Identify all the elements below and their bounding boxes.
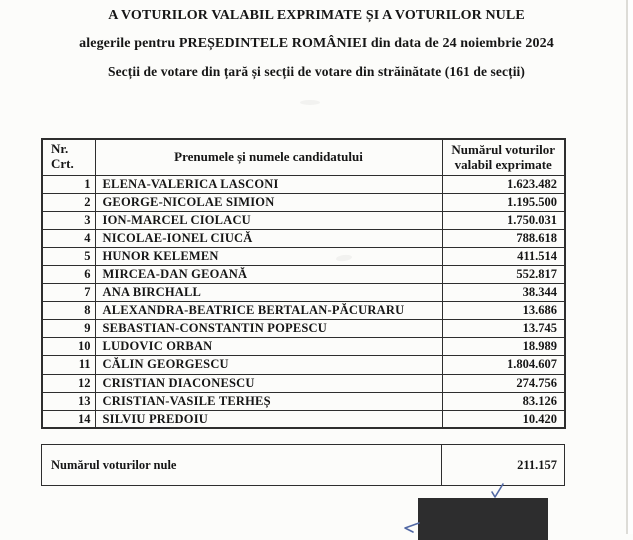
pen-arrow-icon: [402, 520, 422, 534]
cell-votes: 411.514: [442, 247, 565, 265]
table-row: [42, 320, 565, 338]
cell-votes: 1.804.607: [442, 356, 565, 374]
cell-nr: 8: [42, 302, 95, 320]
cell-votes: 1.623.482: [442, 175, 565, 193]
cell-candidate-name: ALEXANDRA-BEATRICE BERTALAN-PĂCURARU: [95, 302, 442, 320]
cell-nr: 6: [42, 265, 95, 283]
cell-votes: 38.344: [442, 284, 565, 302]
cell-nr: 9: [42, 320, 95, 338]
scan-artifact: [300, 100, 320, 105]
document-title-line-2: alegerile pentru PREȘEDINTELE ROMÂNIEI din data de 24 noiembrie 2024: [79, 36, 554, 51]
cell-candidate-name: LUDOVIC ORBAN: [95, 338, 442, 356]
column-header-votes-line2: valabil exprimate: [454, 157, 552, 173]
cell-votes: 83.126: [442, 392, 565, 410]
results-table: [41, 138, 566, 429]
cell-nr: 10: [42, 338, 95, 356]
document-title-line-1: A VOTURILOR VALABIL EXPRIMATE ȘI A VOTURILOR NULE: [108, 8, 525, 23]
cell-candidate-name: HUNOR KELEMEN: [95, 247, 442, 265]
column-header-votes-line1: Numărul voturilor: [451, 141, 556, 157]
column-header-nr-line1: Nr.: [51, 141, 69, 157]
cell-votes: 10.420: [442, 410, 565, 428]
column-header-nr: [42, 139, 95, 175]
table-row: [42, 211, 565, 229]
cell-candidate-name: CRISTIAN-VASILE TERHEȘ: [95, 392, 442, 410]
column-header-candidate: Prenumele și numele candidatului: [95, 139, 442, 175]
cell-nr: 4: [42, 229, 95, 247]
table-row: [42, 265, 565, 283]
table-row: [42, 193, 565, 211]
cell-votes: 1.750.031: [442, 211, 565, 229]
null-votes-table: [41, 444, 565, 486]
cell-candidate-name: ANA BIRCHALL: [95, 284, 442, 302]
results-table-header-row: [42, 139, 565, 175]
cell-votes: 788.618: [442, 229, 565, 247]
table-row: [42, 356, 565, 374]
column-header-votes: [442, 139, 565, 175]
cell-nr: 13: [42, 392, 95, 410]
table-row: [42, 284, 565, 302]
results-table-body: [42, 175, 565, 428]
null-votes-row: [42, 445, 565, 486]
cell-candidate-name: NICOLAE-IONEL CIUCĂ: [95, 229, 442, 247]
cell-nr: 14: [42, 410, 95, 428]
null-votes-value: 211.157: [442, 445, 565, 486]
cell-candidate-name: GEORGE-NICOLAE SIMION: [95, 193, 442, 211]
cell-candidate-name: MIRCEA-DAN GEOANĂ: [95, 265, 442, 283]
cell-candidate-name: ELENA-VALERICA LASCONI: [95, 175, 442, 193]
table-row: [42, 392, 565, 410]
cell-votes: 552.817: [442, 265, 565, 283]
null-votes-label: Numărul voturilor nule: [42, 445, 442, 486]
cell-nr: 7: [42, 284, 95, 302]
cell-votes: 1.195.500: [442, 193, 565, 211]
cell-candidate-name: ION-MARCEL CIOLACU: [95, 211, 442, 229]
table-row: [42, 229, 565, 247]
cell-votes: 274.756: [442, 374, 565, 392]
cell-votes: 18.989: [442, 338, 565, 356]
scan-page-edge: [626, 0, 628, 534]
scan-page-margin: [628, 0, 633, 534]
table-row: [42, 247, 565, 265]
table-row: [42, 175, 565, 193]
pen-checkmark-icon: [488, 482, 506, 500]
column-header-nr-line2: Crt.: [51, 156, 74, 172]
cell-candidate-name: SEBASTIAN-CONSTANTIN POPESCU: [95, 320, 442, 338]
table-row: [42, 410, 565, 428]
cell-candidate-name: SILVIU PREDOIU: [95, 410, 442, 428]
cell-candidate-name: CRISTIAN DIACONESCU: [95, 374, 442, 392]
cell-candidate-name: CĂLIN GEORGESCU: [95, 356, 442, 374]
table-row: [42, 374, 565, 392]
cell-votes: 13.745: [442, 320, 565, 338]
cell-nr: 11: [42, 356, 95, 374]
table-row: [42, 338, 565, 356]
cell-nr: 5: [42, 247, 95, 265]
document-title-line-3: Secții de votare din țară și secții de votare din străinătate (161 de secții): [107, 64, 525, 79]
table-row: [42, 302, 565, 320]
cell-nr: 12: [42, 374, 95, 392]
cell-nr: 3: [42, 211, 95, 229]
cell-nr: 1: [42, 175, 95, 193]
cell-nr: 2: [42, 193, 95, 211]
cell-votes: 13.686: [442, 302, 565, 320]
